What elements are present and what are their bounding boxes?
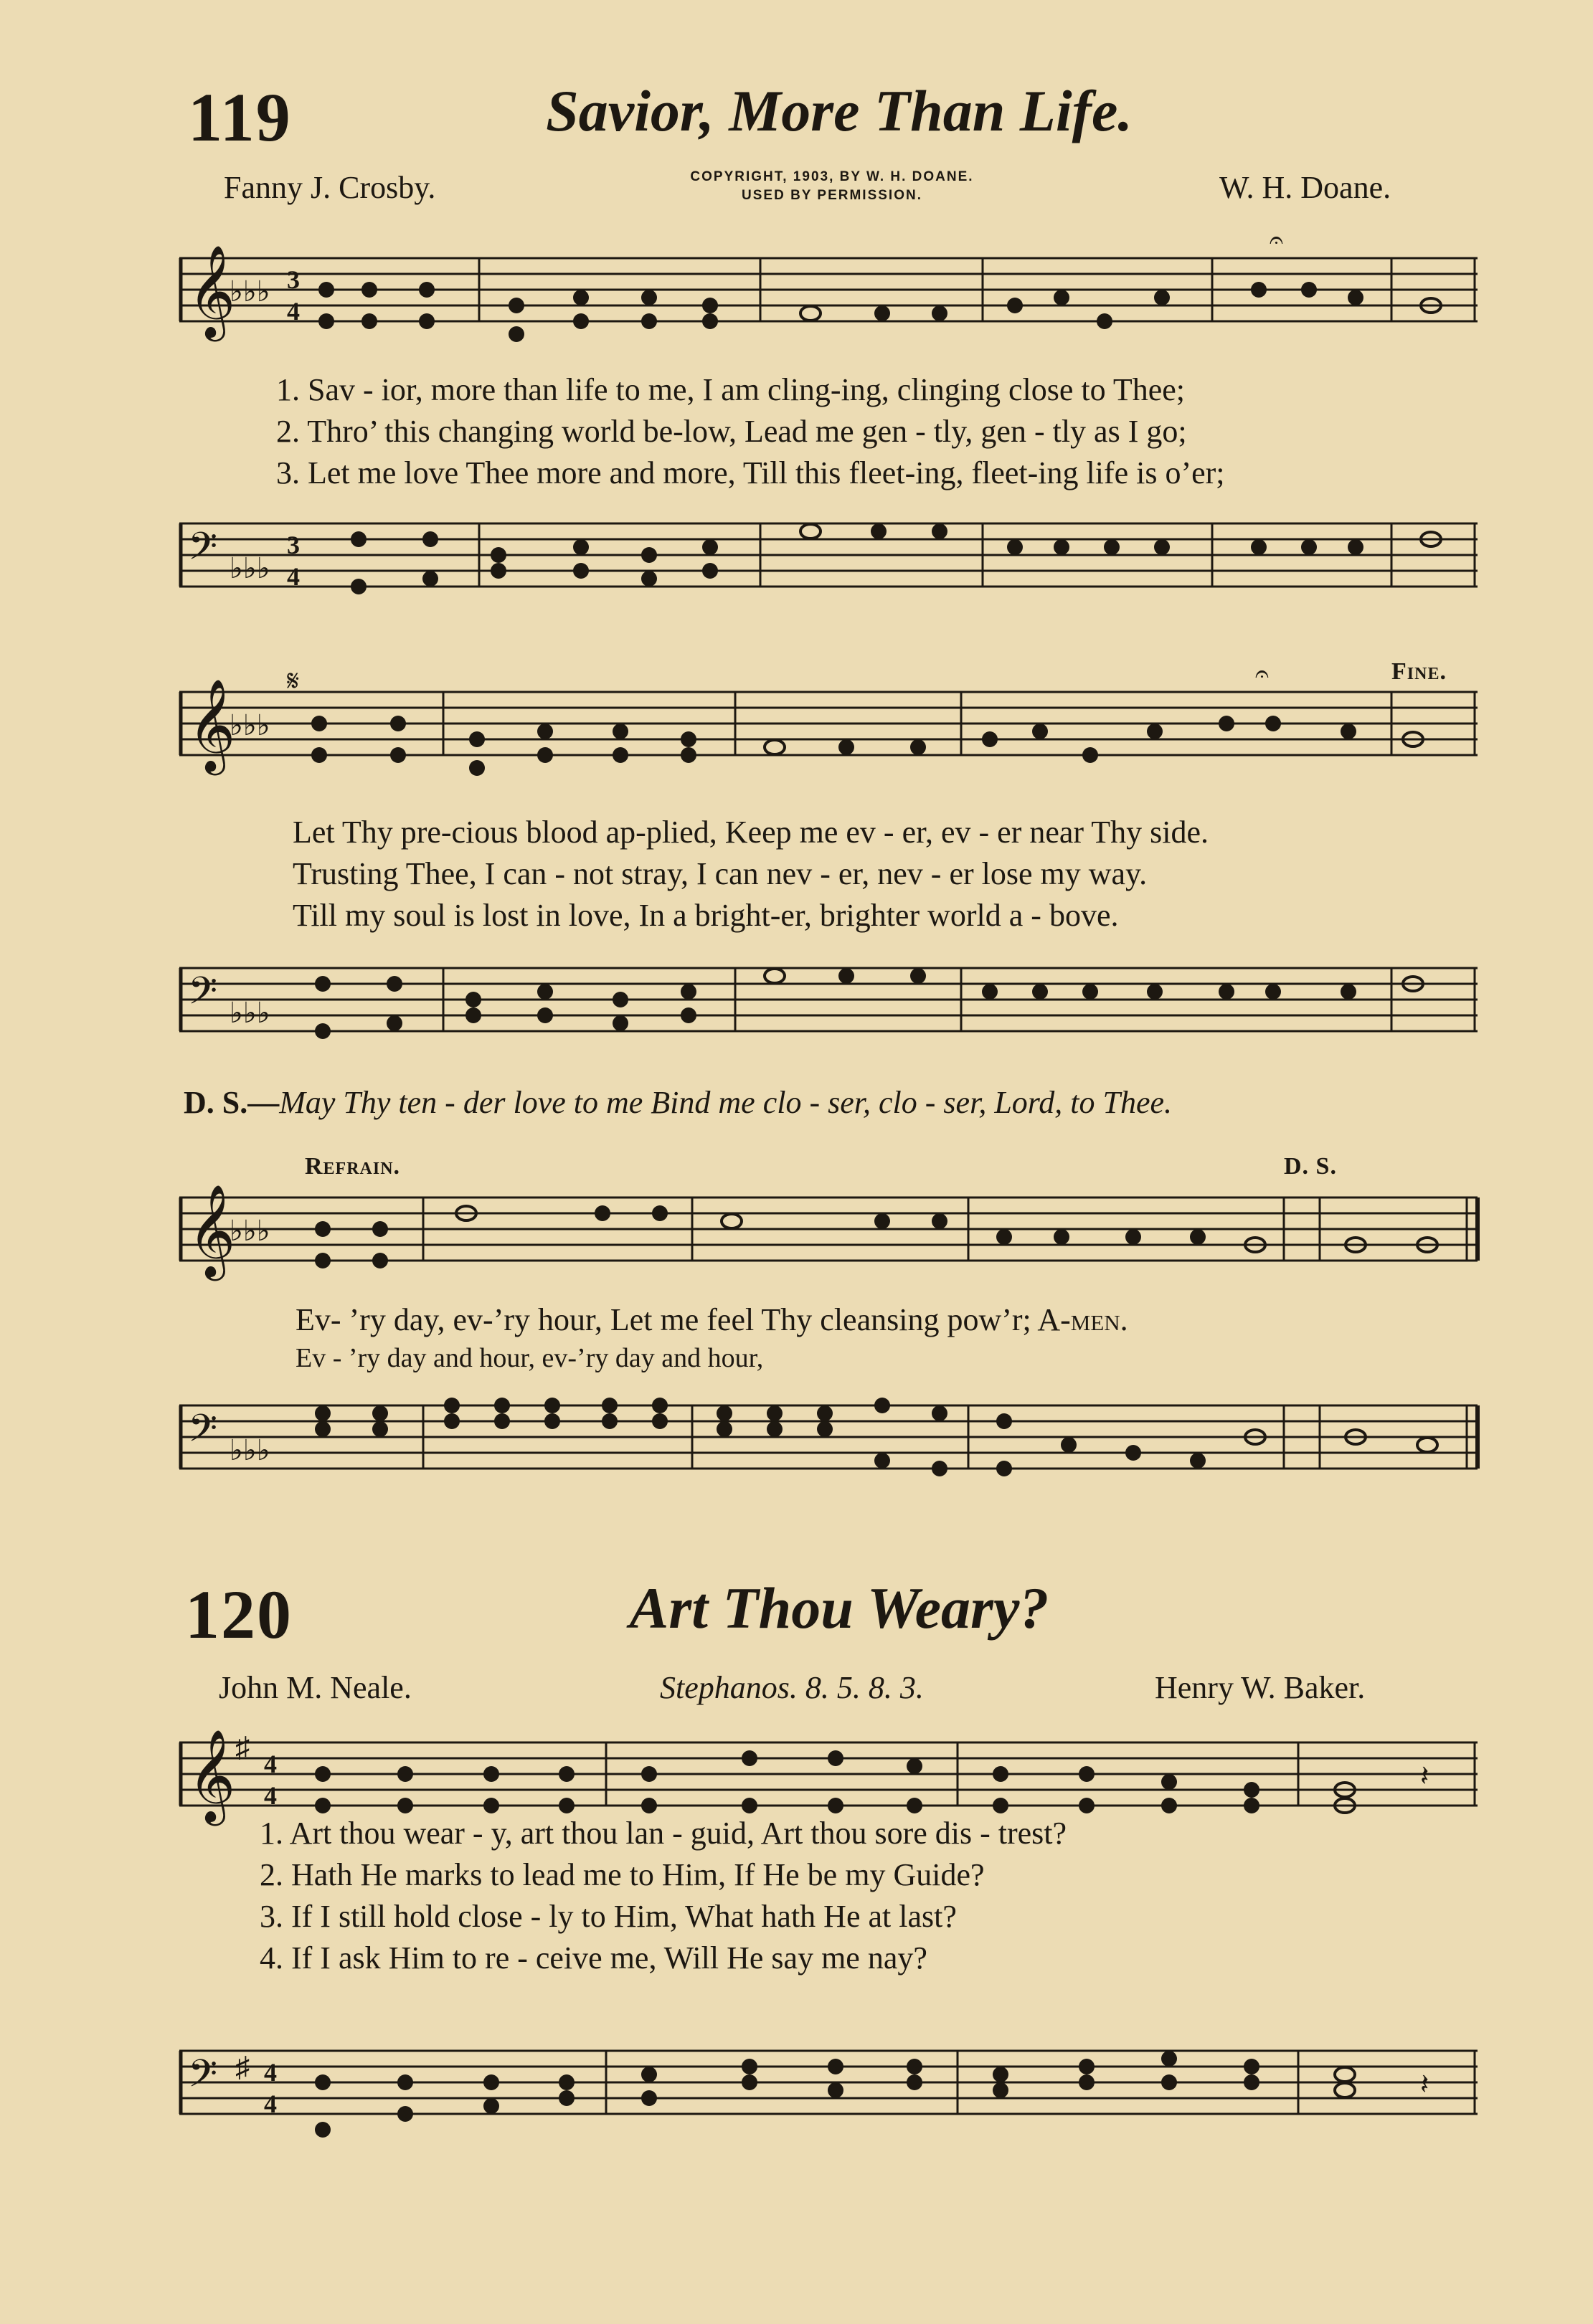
hymn-120-author: John M. Neale. (219, 1670, 412, 1705)
system-1-bass-staff (179, 509, 1485, 653)
svg-text:𝄞: 𝄞 (188, 245, 236, 338)
svg-text:♭♭♭: ♭♭♭ (230, 1434, 270, 1466)
hymn-119-composer: W. H. Doane. (1219, 170, 1391, 205)
refrain-label: Refrain. (305, 1153, 401, 1180)
ds-mark: D. S. (1284, 1153, 1337, 1180)
svg-text:4: 4 (264, 2090, 277, 2118)
ds-line (184, 1084, 1172, 1121)
hymn-119-number: 119 (188, 79, 292, 156)
tune-meter: 8. 5. 8. 3. (805, 1670, 924, 1705)
system-1-verse-2: 2. Thro’ this changing world be-low, Lead me gen - tly, gen - tly as I go; (276, 414, 1187, 449)
ds-lyric: May Thy ten - der love to me Bind me clo - ser, clo - ser, Lord, to Thee. (279, 1085, 1173, 1120)
svg-text:3: 3 (287, 531, 300, 559)
svg-text:♭♭♭: ♭♭♭ (230, 552, 270, 584)
svg-text:𝄢: 𝄢 (188, 1408, 218, 1459)
refrain-lyrics-alt: Ev - ’ry day and hour, ev-’ry day and hour, (296, 1343, 764, 1373)
refrain-main-text: Ev- ’ry day, ev-’ry hour, Let me feel Thy cleansing pow’r; A- (296, 1302, 1071, 1337)
svg-text:𝄞: 𝄞 (188, 681, 236, 770)
hymn-120-verse-1: 1. Art thou wear - y, art thou lan - guid, Art thou sore dis - trest? (260, 1816, 1067, 1851)
system-2-verse-2: Trusting Thee, I can - not stray, I can nev - er, nev - er lose my way. (293, 856, 1148, 891)
svg-text:♭♭♭: ♭♭♭ (230, 997, 270, 1029)
copyright-line-1: COPYRIGHT, 1903, BY W. H. DOANE. (690, 169, 974, 184)
hymn-120-number: 120 (185, 1576, 293, 1653)
system-1-verse-3: 3. Let me love Thee more and more, Till this fleet-ing, fleet-ing life is o’er; (276, 455, 1225, 490)
svg-text:♭♭♭: ♭♭♭ (230, 1215, 270, 1247)
tune-name: Stephanos. (660, 1670, 798, 1705)
svg-text:𝄐: 𝄐 (1270, 227, 1283, 254)
svg-text:𝄽: 𝄽 (1420, 2068, 1429, 2100)
system-1-verse-1: 1. Sav - ior, more than life to me, I am cling-ing, clinging close to Thee; (276, 372, 1185, 407)
refrain-bass-staff (179, 1391, 1485, 1535)
system-2-bass-staff (179, 954, 1485, 1097)
svg-text:𝄞: 𝄞 (188, 1732, 236, 1821)
svg-text:3: 3 (287, 265, 300, 294)
hymn-120-verse-3: 3. If I still hold close - ly to Him, What hath He at last? (260, 1899, 957, 1934)
hymn-120-tune (660, 1669, 924, 1706)
svg-text:4: 4 (287, 297, 300, 326)
svg-text:𝄽: 𝄽 (1420, 1760, 1429, 1792)
hymn-120-composer: Henry W. Baker. (1155, 1670, 1366, 1705)
fine-label: Fine. (1391, 658, 1447, 685)
svg-text:𝄢: 𝄢 (188, 970, 218, 1021)
svg-text:♯: ♯ (235, 1731, 250, 1763)
hymn-120-verse-4: 4. If I ask Him to re - ceive me, Will He say me nay? (260, 1940, 927, 1976)
system-2-verse-1: Let Thy pre-cious blood ap-plied, Keep me ev - er, ev - er near Thy side. (293, 815, 1209, 850)
svg-text:♭♭♭: ♭♭♭ (230, 275, 270, 308)
hymn-119-title: Savior, More Than Life. (546, 78, 1133, 143)
svg-text:4: 4 (264, 1781, 277, 1810)
svg-text:𝄐: 𝄐 (1255, 661, 1269, 688)
amen-text: men. (1070, 1302, 1128, 1337)
hymn-120-verse-2: 2. Hath He marks to lead me to Him, If He be my Guide? (260, 1857, 985, 1892)
system-2-verse-3: Till my soul is lost in love, In a bright-er, brighter world a - bove. (293, 898, 1119, 933)
hymn-120-title: Art Thou Weary? (629, 1575, 1049, 1641)
system-2-lyrics (293, 812, 1209, 936)
hymn-120-bass-staff (179, 2036, 1485, 2180)
svg-text:𝄞: 𝄞 (188, 1187, 236, 1276)
hymn-119-copyright (617, 168, 1047, 205)
svg-text:𝄢: 𝄢 (188, 526, 218, 577)
copyright-line-2: USED BY PERMISSION. (742, 188, 922, 203)
svg-text:𝄢: 𝄢 (188, 2053, 218, 2104)
svg-text:4: 4 (287, 562, 300, 591)
hymn-120-lyrics (260, 1813, 1067, 1979)
svg-text:4: 4 (264, 2058, 277, 2087)
svg-text:4: 4 (264, 1750, 277, 1778)
svg-text:𝄋: 𝄋 (287, 665, 300, 697)
system-1-lyrics (276, 369, 1225, 494)
ds-prefix: D. S.— (184, 1085, 280, 1120)
hymn-119-author: Fanny J. Crosby. (224, 170, 436, 205)
svg-text:♭♭♭: ♭♭♭ (230, 709, 270, 741)
refrain-lyrics-main (296, 1301, 1128, 1338)
svg-text:♯: ♯ (235, 2051, 250, 2083)
